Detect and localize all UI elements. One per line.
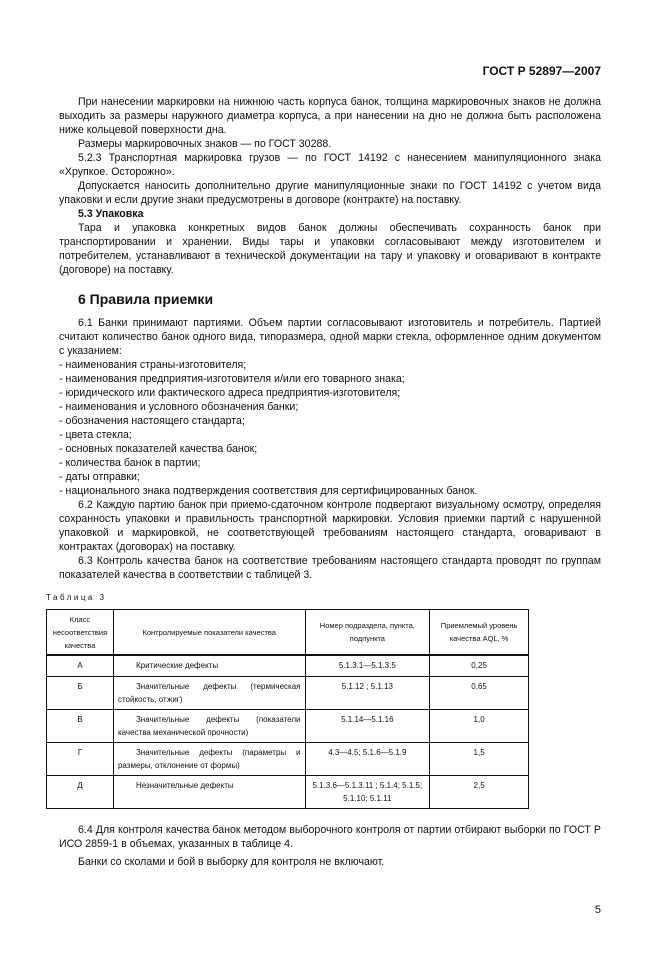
- paragraph: Банки со сколами и бой в выборку для контроля не включают.: [78, 855, 385, 868]
- list-item: - юридического или фактического адреса предприятия-изготовителя;: [59, 387, 401, 399]
- section-6-body: [59, 316, 601, 582]
- table-row: [47, 676, 529, 709]
- list-item: - даты отправки;: [59, 471, 140, 483]
- table-row: [47, 775, 529, 808]
- table-cell: В: [47, 709, 114, 742]
- list-item: - наименования страны-изготовителя;: [59, 359, 247, 371]
- list-item: - наименования и условного обозначения банки;: [59, 401, 299, 413]
- paragraph: 5.2.3 Транспортная маркировка грузов — по ГОСТ 14192 с нанесением манипуляционного знака «Хрупкое. Осторожно».: [59, 152, 601, 178]
- paragraph: 6.2 Каждую партию банок при приемо-сдаточном контроле подвергают визуальному осмотру, определяя сохранность упаковки и правильность транспортной маркировки. Условия приемки партий с нарушенной упаковкой и маркировкой, не соответствующей требованиям настоящего стандарта, оговаривают в контрактах (договорах) на поставку.: [59, 499, 601, 553]
- table-cell: Б: [47, 676, 114, 709]
- table-cell: Значительные дефекты (параметры и размеры, отклонение от формы): [113, 742, 305, 775]
- table-cell: 1,0: [430, 709, 529, 742]
- list-item: - наименования предприятия-изготовителя и/или его товарного знака;: [59, 373, 405, 385]
- table-cell: Незначительные дефекты: [113, 775, 305, 808]
- list-item: - основных показателей качества банок;: [59, 443, 258, 455]
- paragraph: При нанесении маркировки на нижнюю часть корпуса банок, толщина маркировочных знаков не должна выходить за размеры наружного диаметра корпуса, а при нанесении на дно не должна быть расположена ниже кольцевой поверхности дна.: [59, 96, 601, 136]
- list-item: - обозначения настоящего стандарта;: [59, 415, 245, 427]
- table-cell: Критические дефекты: [113, 655, 305, 676]
- subsection-heading: 5.3 Упаковка: [78, 208, 144, 220]
- column-header: Класс несоответствия качества: [47, 610, 114, 656]
- table-cell: 4.3—4.5; 5.1.6—5.1.9: [305, 742, 430, 775]
- table-cell: 5.1.12 ; 5.1.13: [305, 676, 430, 709]
- table-cell: Д: [47, 775, 114, 808]
- paragraph: Допускается наносить дополнительно другие манипуляционные знаки по ГОСТ 14192 с учетом вида упаковки и если другие знаки предусмотрены в договоре (контракте) на поставку.: [59, 180, 601, 206]
- page-number: 5: [594, 903, 601, 916]
- section-6-4: [59, 823, 601, 869]
- column-header: Приемлемый уровень качества AQL, %: [430, 610, 529, 656]
- table-cell: 5.1.14—5.1.16: [305, 709, 430, 742]
- table-cell: Значительные дефекты (показатели качества механической прочности): [113, 709, 305, 742]
- table-cell: Значительные дефекты (термическая стойкость, отжиг): [113, 676, 305, 709]
- section-heading: 6 Правила приемки: [78, 291, 214, 307]
- table-cell: 5.1.3.1—5.1.3.5: [305, 655, 430, 676]
- table-cell: 0,25: [430, 655, 529, 676]
- column-header: Номер подраздела, пункта, подпункта: [305, 610, 430, 656]
- table-row: [47, 709, 529, 742]
- table-cell: 2,5: [430, 775, 529, 808]
- table-cell: А: [47, 655, 114, 676]
- table-cell: 0,65: [430, 676, 529, 709]
- paragraph: Тара и упаковка конкретных видов банок должны обеспечивать сохранность банок при транспортировании и хранении. Виды тары и упаковки согласовывают между изготовителем и потребителем, устанавливают в технической документации на тару и упаковку и оговаривают в контракте (договоре) на поставку.: [59, 222, 601, 276]
- paragraph: 6.1 Банки принимают партиями. Объем партии согласовывают изготовитель и потребитель. Партией считают количество банок одного вида, типоразмера, одной марки стекла, оформленное одним документом с указанием:: [59, 317, 601, 357]
- table-cell: Г: [47, 742, 114, 775]
- paragraph: 6.3 Контроль качества банок на соответствие требованиям настоящего стандарта проводят по группам показателей качества в соответствии с таблицей 3.: [59, 555, 601, 581]
- table-row: [47, 742, 529, 775]
- section-5-continued: [59, 95, 601, 277]
- list-item: - национального знака подтверждения соответствия для сертифицированных банок.: [59, 485, 478, 497]
- document-header: ГОСТ Р 52897—2007: [482, 64, 601, 78]
- table-3: [46, 609, 529, 809]
- table-cell: 5.1.3.6—5.1.3.11 ; 5.1.4; 5.1.5; 5.1.10; 5.1.11: [305, 775, 430, 808]
- table-cell: 1,5: [430, 742, 529, 775]
- table-header-row: [47, 610, 529, 656]
- table-row: [47, 655, 529, 676]
- table-caption: Таблица 3: [46, 593, 107, 602]
- list-item: - цвета стекла;: [59, 429, 132, 441]
- paragraph: 6.4 Для контроля качества банок методом выборочного контроля от партии отбирают выборки по ГОСТ Р ИСО 2859-1 в объемах, указанных в таблице 4.: [59, 823, 601, 850]
- column-header: Контролируемые показатели качества: [113, 610, 305, 656]
- list-item: - количества банок в партии;: [59, 457, 201, 469]
- paragraph: Размеры маркировочных знаков — по ГОСТ 30288.: [78, 138, 332, 150]
